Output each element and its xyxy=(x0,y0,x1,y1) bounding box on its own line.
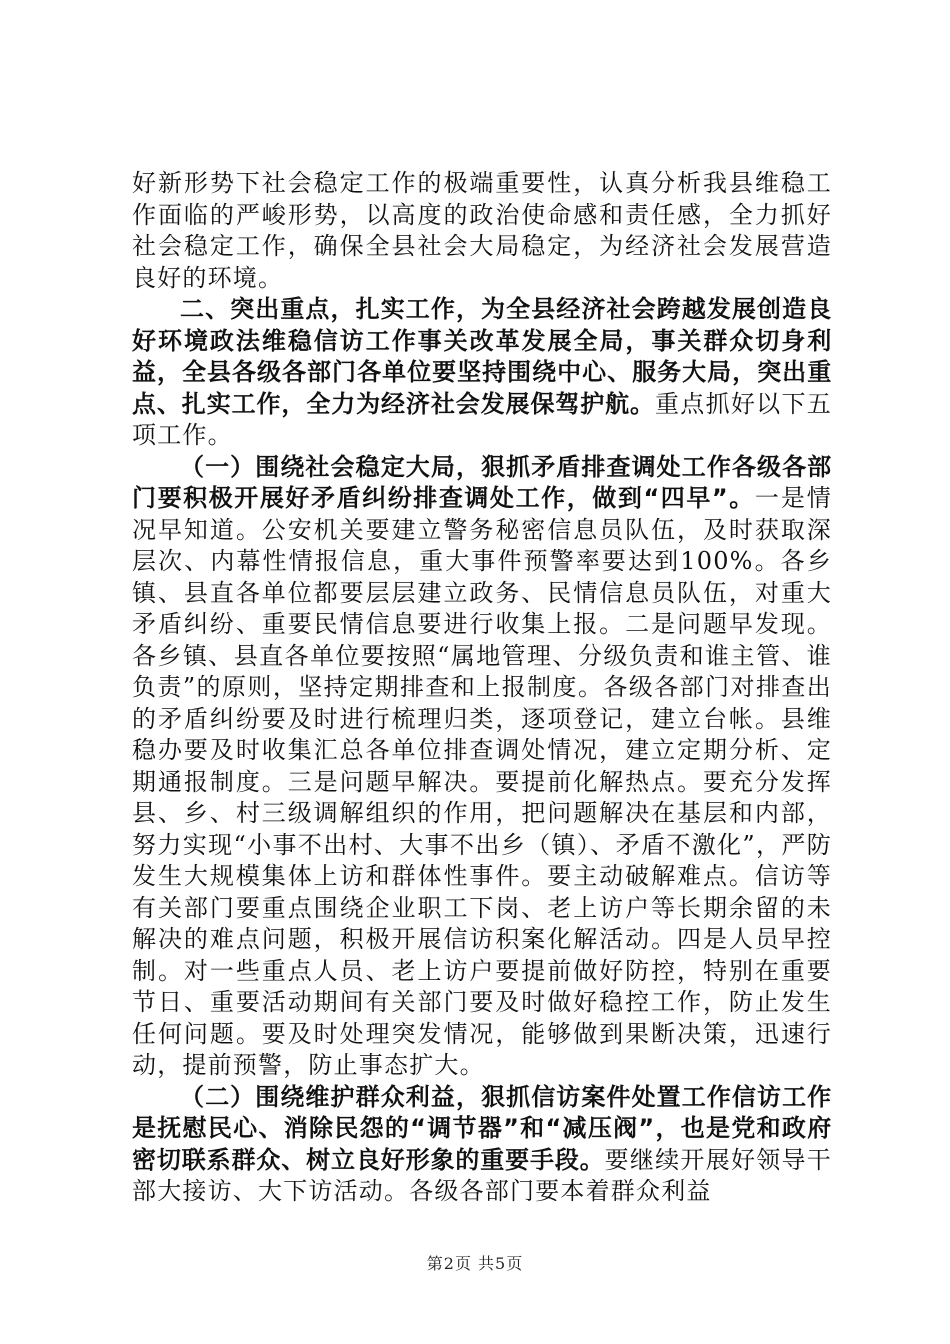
page-number: 第2页 共5页 xyxy=(426,1254,524,1273)
section-heading: 二、突出重点，扎实工作，为全县经济社会跨越发展创造良好环境政法维稳信访工作事关改革发展全局，事关群众切身利益，全县各级各部门各单位要坚持围绕中心、服务大局，突出重点、扎实工作，全力为经济社会发展保驾护航。 xyxy=(132,295,832,418)
paragraph-text: 重点抓好以下五项工作。 xyxy=(132,389,832,449)
body-text xyxy=(132,168,832,1208)
item-two-paragraph xyxy=(132,1082,832,1208)
paragraph-text: 好新形势下社会稳定工作的极端重要性，认真分析我县维稳工作面临的严峻形势，以高度的政治使命感和责任感，全力抓好社会稳定工作，确保全县社会大局稳定，为经济社会发展营造良好的环境。 xyxy=(132,169,832,292)
paragraph-text: 要继续开展好领导干部大接访、大下访活动。各级各部门要本着群众利益 xyxy=(132,1145,832,1205)
item-heading: （一）围绕社会稳定大局，狠抓矛盾排查调处工作各级各部门要积极开展好矛盾纠纷排查调处工作，做到“四早”。 xyxy=(132,452,832,512)
item-heading: （二）围绕维护群众利益，狠抓信访案件处置工作信访工作是抚慰民心、消除民怨的“调节器”和“减压阀”，也是党和政府密切联系群众、树立良好形象的重要手段。 xyxy=(132,1082,832,1174)
section-two-paragraph xyxy=(132,294,832,452)
paragraph-text: 一是情况早知道。公安机关要建立警务秘密信息员队伍，及时获取深层次、内幕性情报信息，重大事件预警率要达到100%。各乡镇、县直各单位都要层层建立政务、民情信息员队伍，对重大矛盾纠纷、重要民情信息要进行收集上报。二是问题早发现。各乡镇、县直各单位要按照“属地管理、分级负责和谁主管、谁负责”的原则，坚持定期排查和上报制度。各级各部门对排查出的矛盾纠纷要及时进行梳理归类，逐项登记，建立台帐。县维稳办要及时收集汇总各单位排查调处情况，建立定期分析、定期通报制度。三是问题早解决。要提前化解热点。要充分发挥县、乡、村三级调解组织的作用，把问题解决在基层和内部，努力实现“小事不出村、大事不出乡（镇）、矛盾不激化”，严防发生大规模集体上访和群体性事件。要主动破解难点。信访等有关部门要重点围绕企业职工下岗、老上访户等长期余留的未解决的难点问题，积极开展信访积案化解活动。四是人员早控制。对一些重点人员、老上访户要提前做好防控，特别在重要节日、重要活动期间有关部门要及时做好稳控工作，防止发生任何问题。要及时处理突发情况，能够做到果断决策，迅速行动，提前预警，防止事态扩大。 xyxy=(132,484,833,1079)
paragraph-continuation xyxy=(132,168,832,294)
item-one-paragraph xyxy=(132,452,832,1082)
